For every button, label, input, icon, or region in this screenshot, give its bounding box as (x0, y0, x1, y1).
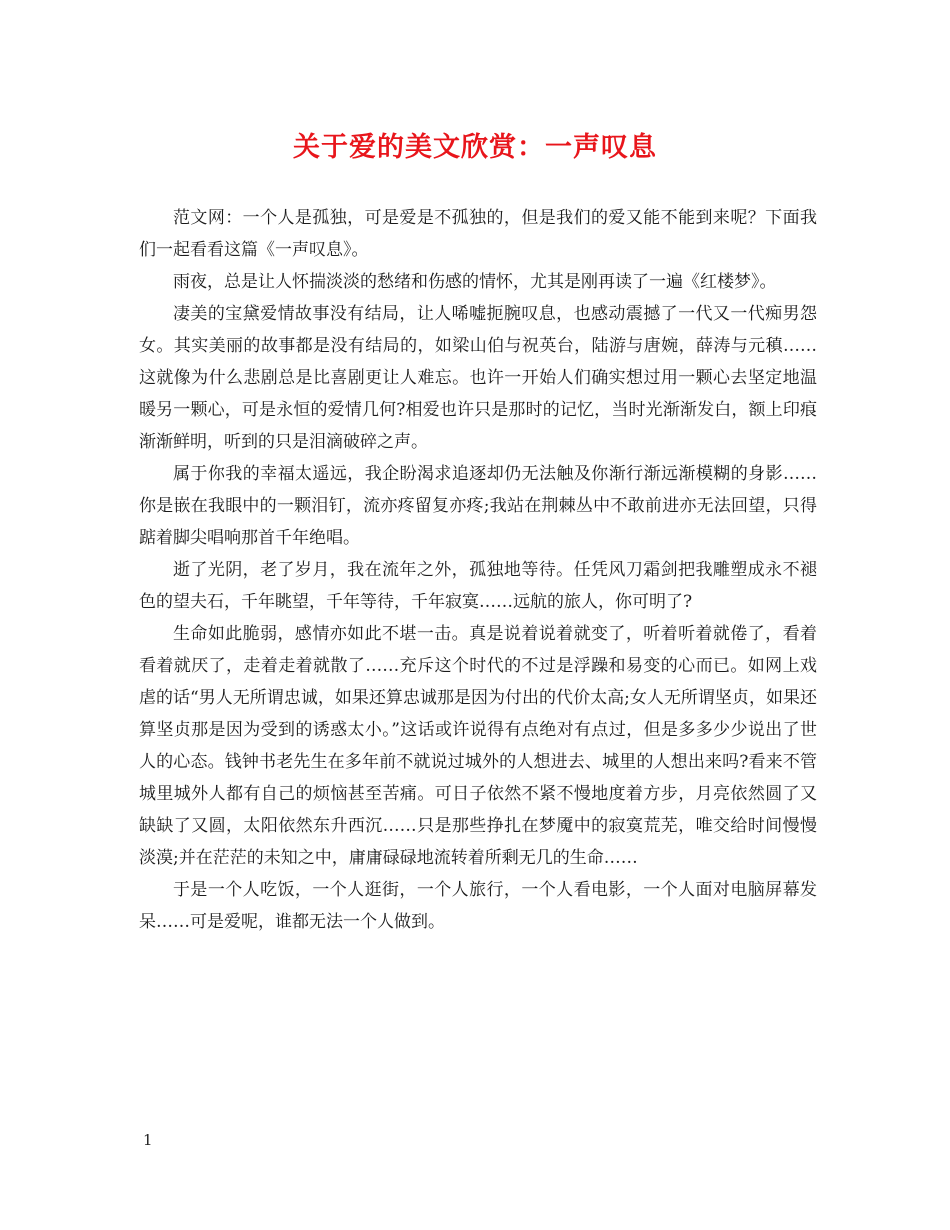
paragraph-happiness: 属于你我的幸福太遥远，我企盼渴求追逐却仍无法触及你渐行渐远渐模糊的身影……你是嵌在我眼中的一颗泪钉，流亦疼留复亦疼;我站在荆棘丛中不敢前进亦无法回望，只得踮着脚尖唱响那首千年绝唱。 (139, 464, 817, 548)
paragraph-rainy-night: 雨夜，总是让人怀揣淡淡的愁绪和伤感的情怀，尤其是刚再读了一遍《红楼梦》。 (173, 272, 777, 292)
paragraph-waiting: 逝了光阴，老了岁月，我在流年之外，孤独地等待。任凭风刀霜剑把我雕塑成永不褪色的望夫石，千年眺望，千年等待，千年寂寞……远航的旅人，你可明了? (139, 560, 817, 612)
document-title: 关于爱的美文欣赏：一声叹息 (293, 132, 657, 163)
paragraph-love-story: 凄美的宝黛爱情故事没有结局，让人唏嘘扼腕叹息，也感动震撼了一代又一代痴男怨女。其实美丽的故事都是没有结局的，如梁山伯与祝英台，陆游与唐婉，薛涛与元稹……这就像为什么悲剧总是比喜剧更让人难忘。也许一开始人们确实想过用一颗心去坚定地温暖另一颗心，可是永恒的爱情几何?相爱也许只是那时的记忆，当时光渐渐发白，额上印痕渐渐鲜明，听到的只是泪滴破碎之声。 (139, 304, 817, 452)
paragraph-alone: 于是一个人吃饭，一个人逛街，一个人旅行，一个人看电影，一个人面对电脑屏幕发呆……可是爱呢，谁都无法一个人做到。 (139, 880, 817, 932)
page-number: 1 (143, 1131, 153, 1149)
document-body (139, 202, 817, 938)
paragraph-intro: 范文网：一个人是孤独，可是爱是不孤独的，但是我们的爱又能不能到来呢？下面我们一起看看这篇《一声叹息》。 (139, 208, 817, 260)
paragraph-fragile-life: 生命如此脆弱，感情亦如此不堪一击。真是说着说着就变了，听着听着就倦了，看着看着就厌了，走着走着就散了……充斥这个时代的不过是浮躁和易变的心而已。如网上戏虐的话“男人无所谓忠诚，如果还算忠诚那是因为付出的代价太高;女人无所谓坚贞，如果还算坚贞那是因为受到的诱惑太小。”这话或许说得有点绝对有点过，但是多多少少说出了世人的心态。钱钟书老先生在多年前不就说过城外的人想进去、城里的人想出来吗?看来不管城里城外人都有自己的烦恼甚至苦痛。可日子依然不紧不慢地度着方步，月亮依然圆了又缺缺了又圆，太阳依然东升西沉……只是那些挣扎在梦魇中的寂寞荒芜，唯交给时间慢慢淡漠;并在茫茫的未知之中，庸庸碌碌地流转着所剩无几的生命…… (139, 624, 817, 868)
